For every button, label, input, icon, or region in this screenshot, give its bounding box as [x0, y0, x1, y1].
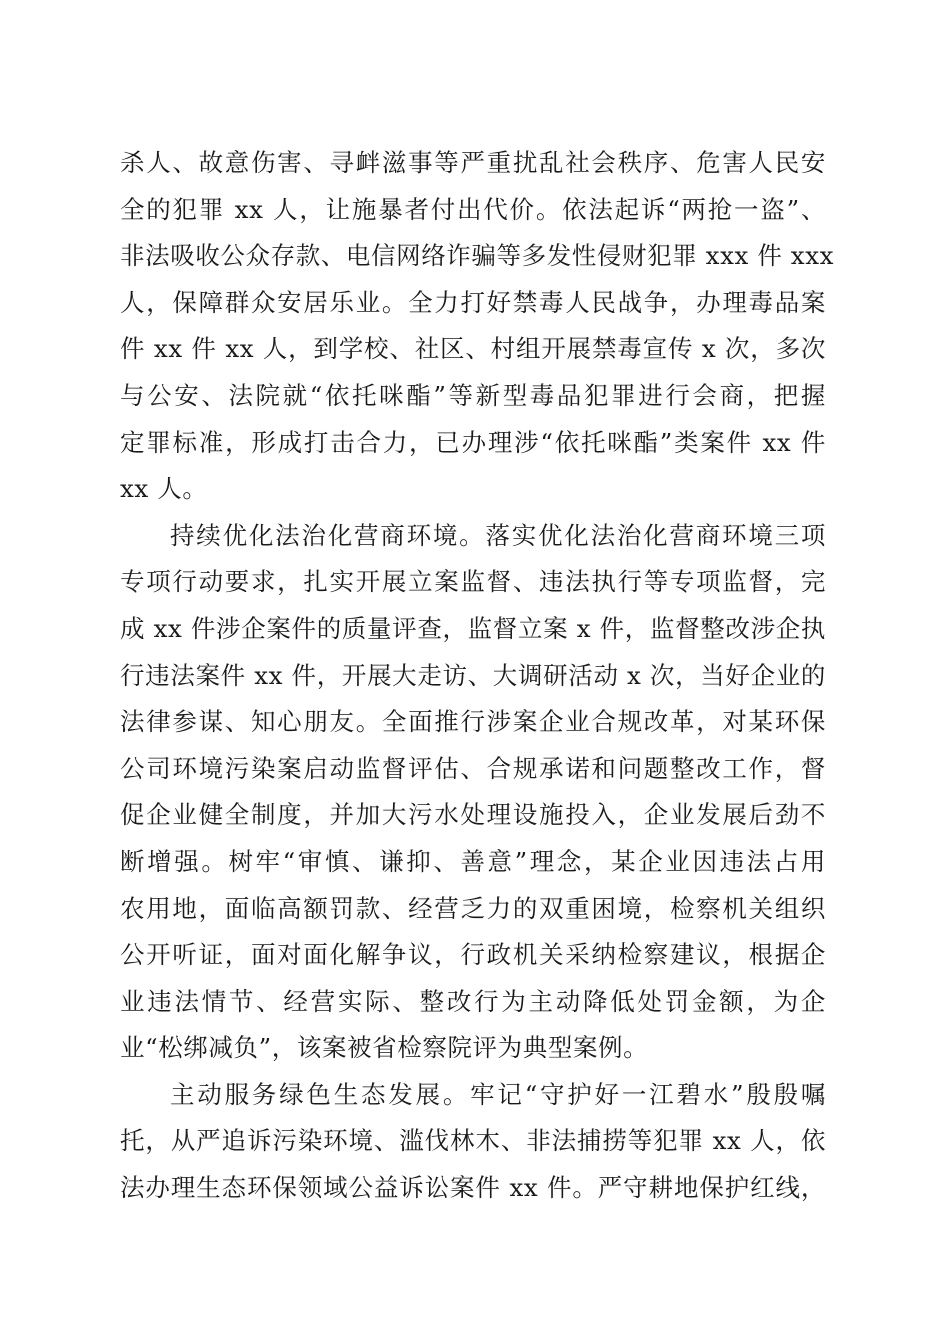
text-line: xx 人。: [120, 474, 208, 504]
text-line: 持续优化法治化营商环境。落实优化法治化营商环境三项: [170, 520, 826, 550]
paragraph-crime-crackdown: [120, 140, 835, 513]
text-line: 与公安、法院就“依托咪酯”等新型毒品犯罪进行会商，把握: [120, 380, 826, 410]
text-line: 非法吸收公众存款、电信网络诈骗等多发性侵财犯罪 xxx 件 xxx: [120, 241, 835, 271]
text-line: 托，从严追诉污染环境、滥伐林木、非法捕捞等犯罪 xx 人，依: [120, 1126, 826, 1156]
text-line: 全的犯罪 xx 人，让施暴者付出代价。依法起诉“两抢一盗”、: [120, 194, 826, 224]
text-line: 业“松绑减负”，该案被省检察院评为典型案例。: [120, 1033, 649, 1063]
text-line: 杀人、故意伤害、寻衅滋事等严重扰乱社会秩序、危害人民安: [120, 148, 826, 177]
text-line: 主动服务绿色生态发展。牢记“守护好一江碧水”殷殷嘱: [170, 1079, 826, 1109]
text-line: 人，保障群众安居乐业。全力打好禁毒人民战争，办理毒品案: [120, 287, 826, 317]
document-body: [120, 140, 835, 1212]
text-line: 行违法案件 xx 件，开展大走访、大调研活动 x 次，当好企业的: [120, 660, 826, 690]
text-line: 定罪标准，形成打击合力，已办理涉“依托咪酯”类案件 xx 件: [120, 427, 826, 457]
text-line: 件 xx 件 xx 人，到学校、社区、村组开展禁毒宣传 x 次，多次: [120, 334, 826, 364]
text-line: 断增强。树牢“审慎、谦抑、善意”理念，某企业因违法占用: [120, 846, 826, 876]
text-line: 专项行动要求，扎实开展立案监督、违法执行等专项监督，完: [120, 567, 826, 597]
paragraph-business-environment: [120, 513, 826, 1072]
paragraph-green-development: [120, 1072, 826, 1212]
text-line: 公司环境污染案启动监督评估、合规承诺和问题整改工作，督: [120, 753, 826, 783]
text-line: 成 xx 件涉企案件的质量评查，监督立案 x 件，监督整改涉企执: [120, 613, 826, 643]
text-line: 农用地，面临高额罚款、经营乏力的双重困境，检察机关组织: [120, 893, 826, 923]
text-line: 公开听证，面对面化解争议，行政机关采纳检察建议，根据企: [120, 940, 826, 970]
text-line: 法律参谋、知心朋友。全面推行涉案企业合规改革，对某环保: [120, 707, 826, 737]
text-line: 业违法情节、经营实际、整改行为主动降低处罚金额，为企: [120, 986, 826, 1016]
text-line: 促企业健全制度，并加大污水处理设施投入，企业发展后劲不: [120, 800, 826, 830]
text-line: 法办理生态环保领域公益诉讼案件 xx 件。严守耕地保护红线，: [120, 1173, 826, 1203]
